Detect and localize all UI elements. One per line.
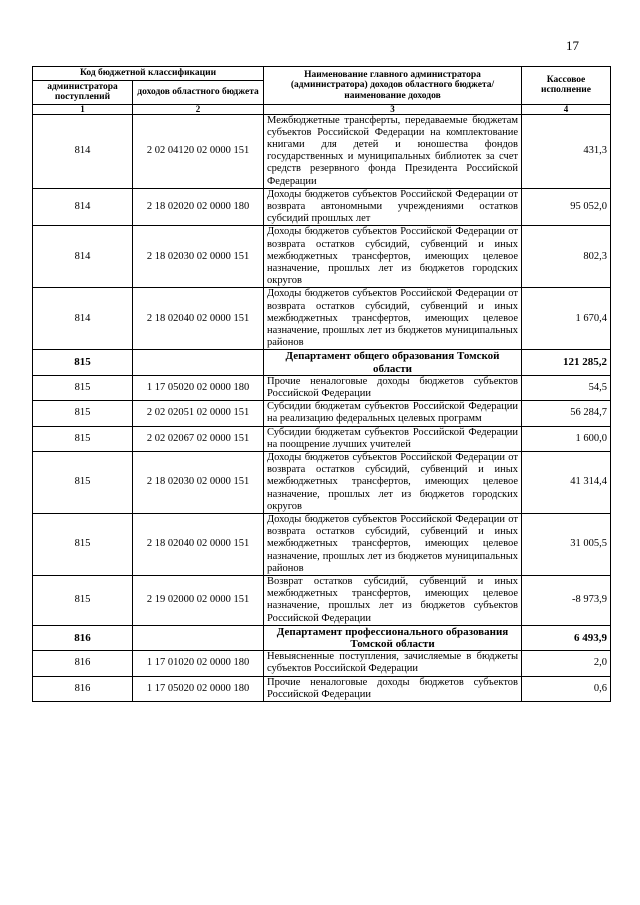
revenue-code-cell: 2 18 02040 02 0000 151 xyxy=(133,288,264,350)
revenue-name-cell: Невыясненные поступления, зачисляемые в бюджеты субъектов Российской Федерации xyxy=(264,651,522,676)
admin-code-cell: 815 xyxy=(33,401,133,426)
execution-sum-cell: 2,0 xyxy=(522,651,611,676)
header-admin: администратора поступлений xyxy=(33,80,133,104)
revenue-code-cell xyxy=(133,350,264,375)
admin-code-cell: 815 xyxy=(33,514,133,576)
table-row xyxy=(33,114,611,188)
admin-code-cell: 814 xyxy=(33,288,133,350)
admin-code-cell: 815 xyxy=(33,426,133,451)
revenue-name-cell: Субсидии бюджетам субъектов Российской Федерации на поощрение лучших учителей xyxy=(264,426,522,451)
table-row xyxy=(33,288,611,350)
execution-sum-cell: 56 284,7 xyxy=(522,401,611,426)
header-classification-code: Код бюджетной классификации xyxy=(33,67,264,81)
admin-code-cell: 815 xyxy=(33,451,133,513)
header-name: Наименование главного администратора (администратора) доходов областного бюджета/ наименование доходов xyxy=(264,67,522,105)
table-row xyxy=(33,514,611,576)
table-row xyxy=(33,676,611,701)
revenue-code-cell: 2 19 02000 02 0000 151 xyxy=(133,576,264,626)
revenue-name-cell: Департамент профессионального образования Томской области xyxy=(264,625,522,650)
header-num-3: 3 xyxy=(264,104,522,114)
header-num-4: 4 xyxy=(522,104,611,114)
revenue-name-cell: Доходы бюджетов субъектов Российской Федерации от возврата остатков субсидий, субвенций и иных межбюджетных трансфертов, имеющих целевое назначение, прошлых лет из бюджетов городских округов xyxy=(264,451,522,513)
department-row xyxy=(33,350,611,375)
execution-sum-cell: 431,3 xyxy=(522,114,611,188)
revenue-name-cell: Межбюджетные трансферты, передаваемые бюджетам субъектов Российской Федерации на комплектование книгами для детей и юношества фондов государственных и муниципальных библиотек за счет средств резервного фонда Президента Российской Федерации xyxy=(264,114,522,188)
revenue-code-cell: 1 17 01020 02 0000 180 xyxy=(133,651,264,676)
execution-sum-cell: 31 005,5 xyxy=(522,514,611,576)
admin-code-cell: 815 xyxy=(33,350,133,375)
table-row xyxy=(33,401,611,426)
execution-sum-cell: 0,6 xyxy=(522,676,611,701)
execution-sum-cell: 6 493,9 xyxy=(522,625,611,650)
admin-code-cell: 816 xyxy=(33,676,133,701)
admin-code-cell: 815 xyxy=(33,576,133,626)
header-execution: Кассовое исполнение xyxy=(522,67,611,105)
revenue-name-cell: Прочие неналоговые доходы бюджетов субъектов Российской Федерации xyxy=(264,375,522,400)
execution-sum-cell: 95 052,0 xyxy=(522,188,611,226)
execution-sum-cell: 802,3 xyxy=(522,226,611,288)
revenue-code-cell: 1 17 05020 02 0000 180 xyxy=(133,375,264,400)
revenue-table xyxy=(32,66,611,702)
admin-code-cell: 816 xyxy=(33,651,133,676)
revenue-name-cell: Доходы бюджетов субъектов Российской Федерации от возврата остатков субсидий, субвенций и иных межбюджетных трансфертов, имеющих целевое назначение, прошлых лет из бюджетов муниципальных районов xyxy=(264,514,522,576)
table-row xyxy=(33,188,611,226)
table-row xyxy=(33,576,611,626)
table-row xyxy=(33,375,611,400)
admin-code-cell: 816 xyxy=(33,625,133,650)
execution-sum-cell: 121 285,2 xyxy=(522,350,611,375)
execution-sum-cell: -8 973,9 xyxy=(522,576,611,626)
revenue-name-cell: Доходы бюджетов субъектов Российской Федерации от возврата остатков субсидий, субвенций и иных межбюджетных трансфертов, имеющих целевое назначение, прошлых лет из бюджетов муниципальных районов xyxy=(264,288,522,350)
header-revenue-code: доходов областного бюджета xyxy=(133,80,264,104)
table-row xyxy=(33,451,611,513)
execution-sum-cell: 54,5 xyxy=(522,375,611,400)
admin-code-cell: 814 xyxy=(33,188,133,226)
table-row xyxy=(33,226,611,288)
execution-sum-cell: 41 314,4 xyxy=(522,451,611,513)
revenue-name-cell: Возврат остатков субсидий, субвенций и иных межбюджетных трансфертов, имеющих целевое назначение, прошлых лет из бюджетов субъектов Российской Федерации xyxy=(264,576,522,626)
revenue-code-cell: 2 18 02020 02 0000 180 xyxy=(133,188,264,226)
admin-code-cell: 815 xyxy=(33,375,133,400)
execution-sum-cell: 1 600,0 xyxy=(522,426,611,451)
revenue-code-cell: 2 02 02051 02 0000 151 xyxy=(133,401,264,426)
execution-sum-cell: 1 670,4 xyxy=(522,288,611,350)
header-num-1: 1 xyxy=(33,104,133,114)
revenue-code-cell: 2 18 02040 02 0000 151 xyxy=(133,514,264,576)
revenue-code-cell: 2 02 04120 02 0000 151 xyxy=(133,114,264,188)
revenue-code-cell: 2 18 02030 02 0000 151 xyxy=(133,451,264,513)
table-row xyxy=(33,426,611,451)
revenue-name-cell: Доходы бюджетов субъектов Российской Федерации от возврата остатков субсидий, субвенций и иных межбюджетных трансфертов, имеющих целевое назначение, прошлых лет из бюджетов городских округов xyxy=(264,226,522,288)
revenue-code-cell xyxy=(133,625,264,650)
revenue-name-cell: Доходы бюджетов субъектов Российской Федерации от возврата автономными учреждениями остатков субсидий прошлых лет xyxy=(264,188,522,226)
revenue-code-cell: 1 17 05020 02 0000 180 xyxy=(133,676,264,701)
department-row xyxy=(33,625,611,650)
header-num-2: 2 xyxy=(133,104,264,114)
page-number: 17 xyxy=(566,38,579,53)
revenue-code-cell: 2 18 02030 02 0000 151 xyxy=(133,226,264,288)
admin-code-cell: 814 xyxy=(33,114,133,188)
revenue-code-cell: 2 02 02067 02 0000 151 xyxy=(133,426,264,451)
revenue-name-cell: Субсидии бюджетам субъектов Российской Федерации на реализацию федеральных целевых программ xyxy=(264,401,522,426)
table-row xyxy=(33,651,611,676)
admin-code-cell: 814 xyxy=(33,226,133,288)
revenue-name-cell: Департамент общего образования Томской области xyxy=(264,350,522,375)
revenue-name-cell: Прочие неналоговые доходы бюджетов субъектов Российской Федерации xyxy=(264,676,522,701)
